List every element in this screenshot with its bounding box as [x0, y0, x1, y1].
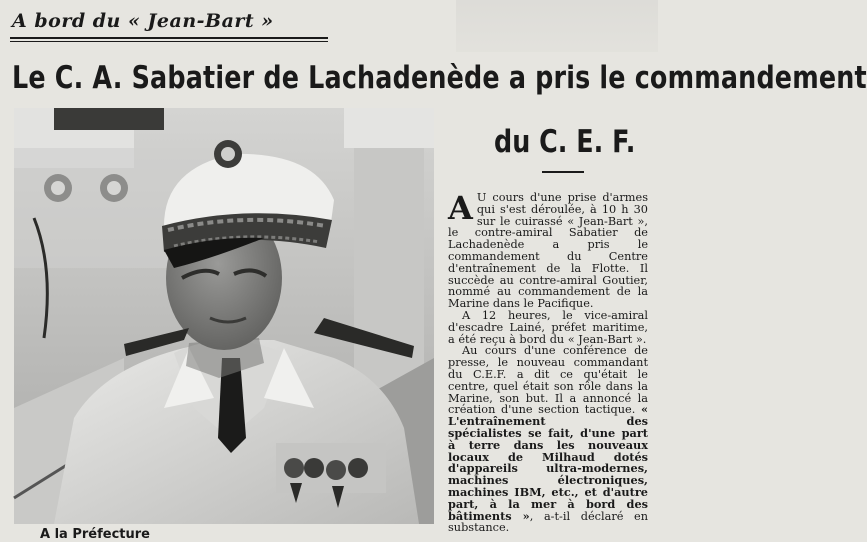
adjacent-column-bleed: [456, 0, 658, 52]
photo-caption-cutoff: A la Préfecture: [40, 527, 150, 542]
paragraph-3: [448, 345, 648, 534]
drop-cap: A: [448, 189, 473, 227]
paragraph-1-text: U cours d'une prise d'armes qui s'est déroulée, à 10 h 30 sur le cuirassé « Jean-Bart », le contre-amiral Sabatier de Lachadenède a pris le commandement du Centre d'entraînement de la Flotte. Il succède au contre-amiral Goutier, nommé au commandement de la Marine dans le Pacifique.: [448, 191, 648, 311]
kicker-underline-thin: [10, 41, 328, 42]
admiral-portrait-illustration: [14, 108, 434, 524]
headline-line-1: Le C. A. Sabatier de Lachadenède a pris le commandement: [12, 60, 867, 96]
paragraph-2: A 12 heures, le vice-amiral d'escadre Lainé, préfet maritime, a été reçu à bord du « Jean-Bart ».: [448, 308, 648, 346]
section-kicker: A bord du « Jean-Bart »: [12, 10, 274, 32]
kicker-underline: [10, 37, 328, 39]
paragraph-1: [448, 189, 648, 311]
headline-separator: [542, 171, 584, 173]
paragraph-3-text: Au cours d'une conférence de presse, le nouveau commandant du C.E.F. a dit ce qu'était le centre, quel était son rôle dans la Marine, son but. Il a annoncé la création d'une section tactique.: [448, 344, 648, 417]
paragraph-3-quote: « L'entraînement des spécialistes se fait, d'une part à terre dans les nouveaux locaux de Milhaud dotés d'appareils ultra-modernes, machines électroniques, machines IBM, etc., et d'autre part, à la mer à bord des bâtiments »: [448, 402, 648, 523]
article-body: [448, 189, 649, 535]
portrait-photo: [14, 108, 434, 524]
paragraph-3-end: , a-t-il déclaré en substance.: [448, 509, 649, 535]
headline-line-2: du C. E. F.: [494, 124, 636, 160]
